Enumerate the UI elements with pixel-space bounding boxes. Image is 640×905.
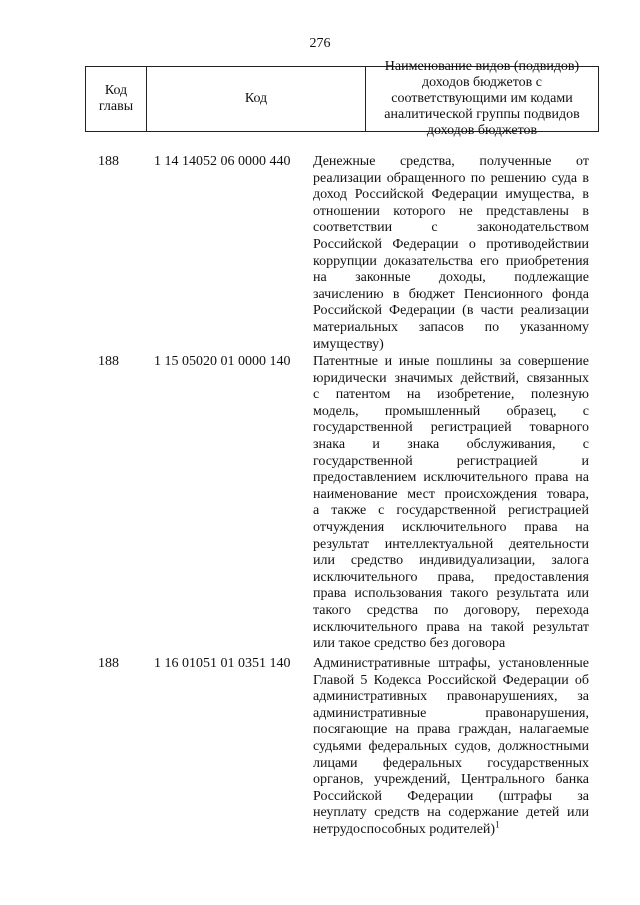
text-line: юридически значимых действий, связанных [313,370,589,386]
text-line: зачислению в бюджет Пенсионного фонда [313,286,589,302]
text-line: результат интеллектуальной деятельности [313,536,589,552]
text-line: а также с государственной регистрацией [313,503,589,519]
text-line: права использования такого результата или [313,586,589,602]
text-line: административные правонарушения, [313,705,589,721]
text-line: Российской Федерации (в части реализации [313,303,589,319]
page-number: 276 [309,36,331,51]
text-line: реализации обращенного по решению суда в [313,170,589,186]
text-line: судьями федеральных судов, должностными [313,738,589,754]
text-line: Патентные и иные пошлины за совершение [313,354,589,369]
text-line: с патентом на изобретение, полезную [313,387,589,403]
text-line: исключительного права, предоставления [313,569,589,585]
row-income-name [313,154,589,353]
row-income-name [313,656,589,839]
text-line: неуплату средств на содержание детей или [313,805,589,821]
text-line: предоставлением исключительного права на [313,470,589,486]
text-line: Главой 5 Кодекса Российской Федерации об [313,672,589,688]
header-income-name: Наименование видов (подвидов) доходов бюджетов с соответствующими им кодами аналитической группы подвидов доходов бюджетов [384,59,580,138]
row-chapter-code: 188 [98,656,119,671]
text-line: доход Российской Федерации имущества, в [313,187,589,203]
row-income-name [313,354,589,653]
row-budget-code: 1 15 05020 01 0000 140 [154,354,291,369]
text-line: исключительного права на такой результат [313,619,589,635]
text-line: Российской Федерации о противодействии [313,236,589,252]
text-line: органов, учреждений, Центрального банка [313,772,589,788]
text-line: коррупции доказательства его приобретения [313,253,589,269]
text-line: лицами федеральных государственных [313,755,589,771]
text-line: знака и знака обслуживания, с [313,436,589,452]
text-line: государственной регистрацией товарного [313,420,589,436]
text-line: или такое средство без договора [313,636,506,652]
text-line-content: нетрудоспособных родителей) [313,821,496,837]
text-line: модель, промышленный образец, с [313,403,589,419]
text-line: отчуждения исключительного права на [313,519,589,535]
text-line: административных правонарушениях, за [313,689,589,705]
row-chapter-code: 188 [98,154,119,169]
footnote-marker: 1 [495,819,500,830]
table-header [85,59,599,138]
text-line: такого средства по договору, перехода [313,602,589,618]
text-line: отношении которого не представлены в [313,203,589,219]
row-budget-code: 1 16 01051 01 0351 140 [154,656,291,671]
text-line: посягающие на права граждан, налагаемые [313,722,589,738]
text-line: наименование мест происхождения товара, [313,486,589,502]
text-line: государственной регистрацией и [313,453,589,469]
text-line: Административные штрафы, установленные [313,656,589,671]
text-line: Денежные средства, полученные от [313,154,589,169]
text-line: материальных запасов по указанному [313,319,589,335]
text-line: или средство индивидуализации, залога [313,553,589,569]
row-chapter-code: 188 [98,354,119,369]
text-line: на законные доходы, подлежащие [313,270,589,286]
row-budget-code: 1 14 14052 06 0000 440 [154,154,291,169]
text-line: имуществу) [313,336,384,352]
text-line: соответствии с законодательством [313,220,589,236]
text-line [313,819,589,839]
header-chapter-code: Код главы [86,67,147,131]
header-code: Код [147,67,366,131]
text-line: Российской Федерации (штрафы за [313,788,589,804]
